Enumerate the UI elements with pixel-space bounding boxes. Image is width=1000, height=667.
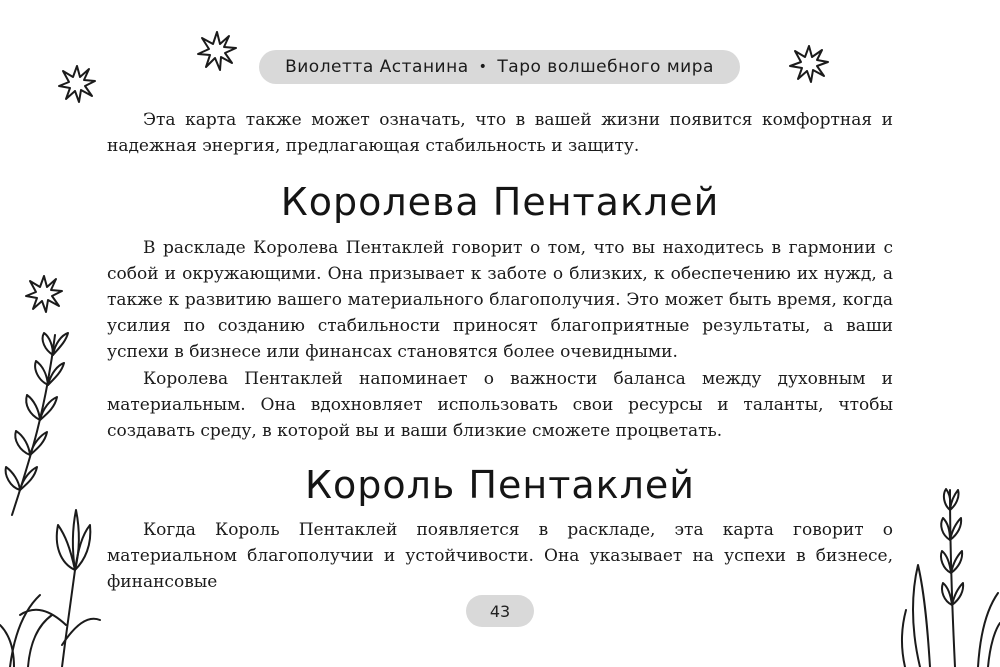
- heading-queen-of-pentacles: Королева Пентаклей: [280, 180, 720, 224]
- star-doodle-icon: [788, 44, 830, 84]
- header-book-title: Таро волшебного мира: [497, 57, 714, 77]
- heading-king-of-pentacles: Король Пентаклей: [305, 463, 695, 507]
- header-author: Виолетта Астанина: [285, 57, 469, 77]
- queen-paragraph-1: В раскладе Королева Пентаклей говорит о том, что вы находитесь в гармонии с собой и окружающими. Она призывает к заботе о близких, к обеспечению их нужд, а также к развитию вашего материального благополучия. Это может быть время, когда усилия по созданию стабильности приносят благоприятные результаты, а ваши успехи в бизнесе или финансах становятся более очевидными.: [107, 238, 893, 362]
- star-doodle-icon: [196, 30, 238, 72]
- star-doodle-icon: [57, 64, 97, 104]
- running-header: [259, 50, 740, 84]
- star-doodle-icon: [24, 274, 64, 314]
- king-paragraph-1: Когда Король Пентаклей появляется в раскладе, эта карта говорит о материальном благополучии и устойчивости. Она указывает на успехи в бизнесе, финансовые: [107, 520, 893, 592]
- intro-paragraph: Эта карта также может означать, что в вашей жизни появится комфортная и надежная энергия, предлагающая стабильность и защиту.: [107, 110, 893, 156]
- page-number: 43: [466, 595, 534, 627]
- right-plant-doodle-icon: [900, 485, 1000, 667]
- header-separator: •: [478, 59, 488, 75]
- queen-paragraph-2: Королева Пентаклей напоминает о важности баланса между духовным и материальным. Она вдохновляет использовать свои ресурсы и таланты, чтобы создавать среду, в которой вы и ваши близкие сможете процветать.: [107, 369, 893, 441]
